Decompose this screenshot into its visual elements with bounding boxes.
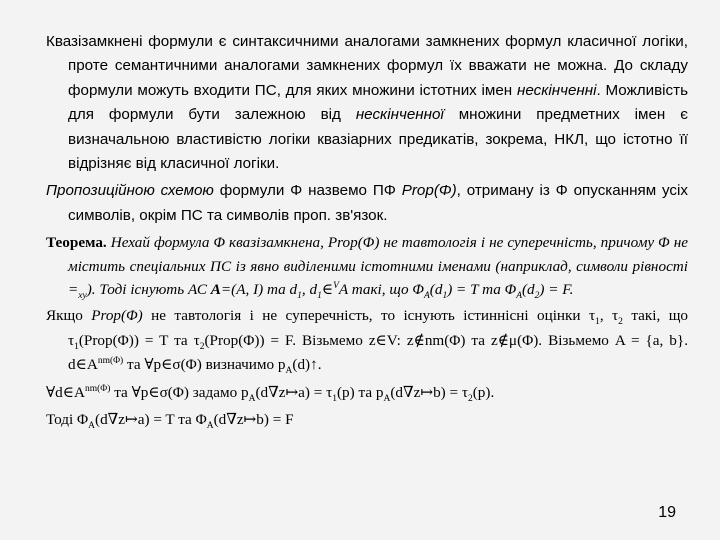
paragraph-define-valuations: $\forall d\in A^{nm(\Phi)}$ та ∀p∈σ(Φ) задамо $p_A(d\nabla z↦a) = \tau_1(p)$ та $p_A(d\nabla z↦b) = \tau_2(p)$. xyxy=(46,383,495,404)
paragraph-truth-valuations: Якщо Prop(Φ) не тавтологія і не суперечність, то існують істиннісні оцінки $\tau_1$, $\tau_2$ такі, що $\tau_1(Prop(\Phi)) = T$ та $\tau_2(Prop(\Phi)) = F$. Візьмемо z∈V: z∉nm(Φ) та z∉μ(Φ). Візьмемо A = {a, b}. $d\in A^{nm(\Phi)}$ та ∀p∈σ(Φ) визначимо $p_A(d)↑$. xyxy=(46,307,688,377)
emphasis-infinite: нескінченні xyxy=(516,81,597,99)
paragraph-conclusion: Тоді $\Phi_A(d\nabla z↦a) = T$ та $\Phi_A(d\nabla z↦b) = F$ xyxy=(46,411,294,432)
paragraph-propositional-scheme: Пропозиційною схемою формули Φ назвемо ПΦ Prop(Φ), отриману із Φ опусканням усіх символів, окрім ПС та символів проп. зв'язок. xyxy=(46,182,688,224)
slide-content xyxy=(46,30,688,436)
emphasis-infinite-2: нескінченної xyxy=(355,106,444,124)
page-number: 19 xyxy=(658,504,676,521)
theorem-block: Теорема. Нехай формула Φ квазізамкнена, Prop(Φ) не тавтологія і не суперечність, причому Φ не містить спеціальних ПС із явно виділеними істотними іменами (наприклад, символи рівності $=_{xy}$). Тоді існують АС A=(A, I) та $d_1$, $d_1\in^VA$ такі, що $\Phi_A(d_1) = T$ та $\Phi_A(d_2) = F$. xyxy=(46,234,688,302)
theorem-label: Теорема. xyxy=(46,234,107,252)
paragraph-quasiclosed-formulas: Квазізамкнені формули є синтаксичними аналогами замкнених формул класичної логіки, проте семантичними аналогами замкнених формул їх вважати не можна. До складу формули можуть входити ПС, для яких множини істотних імен нескінченні. Можливість для формули бути залежною від нескінченної множини предметних імен є визначальною властивістю логіки квазіарних предикатів, зокрема, НКЛ, що істотно її відрізняє від класичної логіки. xyxy=(46,33,688,173)
term-propositional-scheme: Пропозиційною схемою xyxy=(46,182,214,200)
